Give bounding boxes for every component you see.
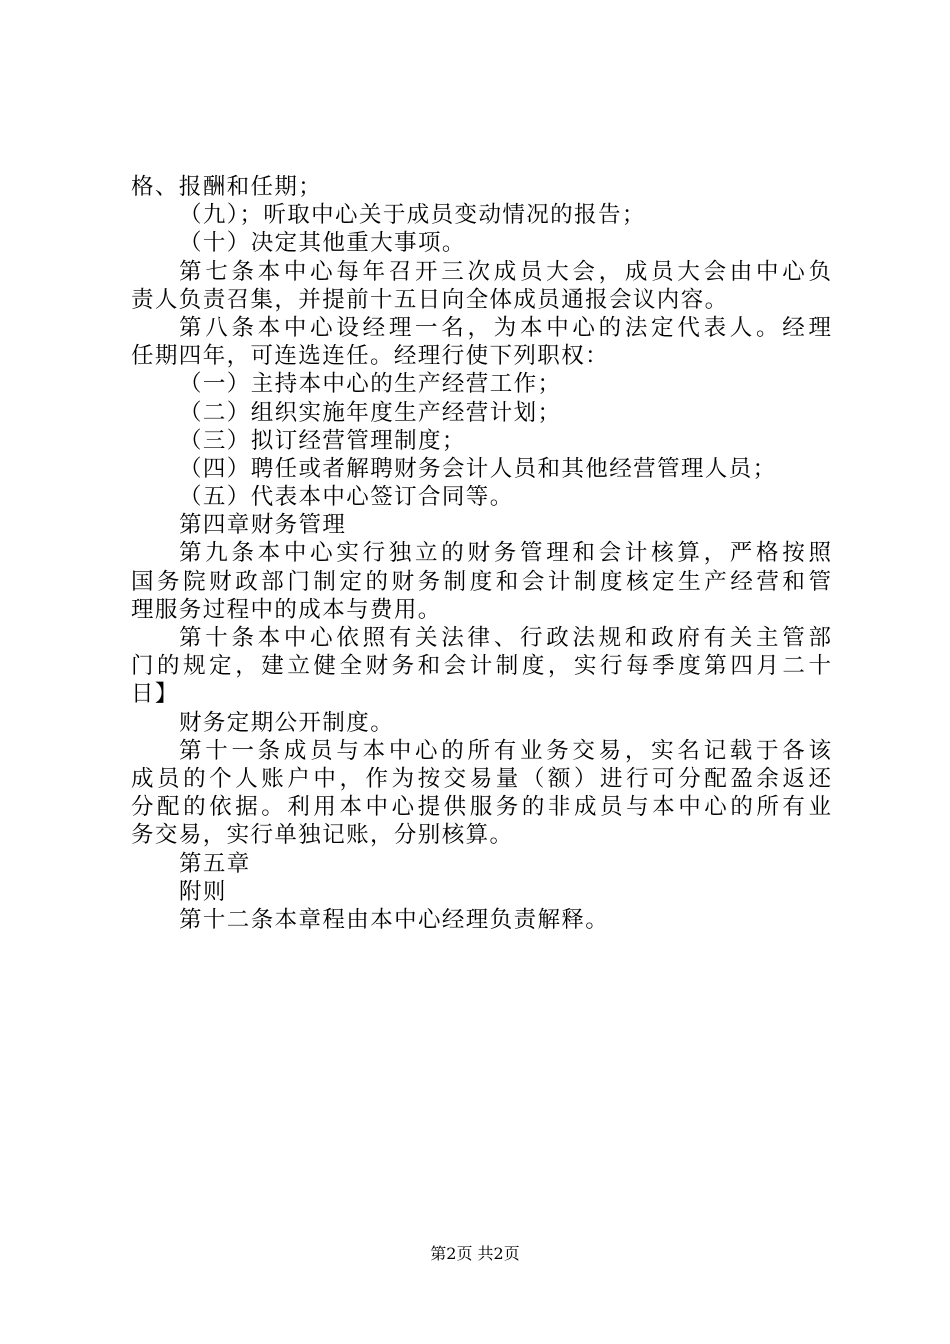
text-line: 国务院财政部门制定的财务制度和会计制度核定生产经营和管 — [131, 568, 831, 595]
text-line: （十）决定其他重大事项。 — [179, 230, 466, 257]
text-line: 格、报酬和任期； — [131, 174, 323, 200]
text-line: 门的规定，建立健全财务和会计制度，实行每季度第四月二十 — [131, 653, 831, 680]
page-footer: 第2页 共2页 — [430, 1244, 520, 1263]
text-line: 第十二条本章程由本中心经理负责解释。 — [179, 906, 610, 933]
text-line: 第十一条成员与本中心的所有业务交易，实名记载于各该 — [179, 737, 831, 764]
text-line: 成员的个人账户中，作为按交易量（额）进行可分配盈余返还 — [131, 765, 831, 792]
text-line: 责人负责召集，并提前十五日向全体成员通报会议内容。 — [131, 286, 729, 313]
text-line: 务交易，实行单独记账，分别核算。 — [131, 822, 514, 849]
text-line: 第八条本中心设经理一名，为本中心的法定代表人。经理 — [179, 314, 831, 341]
text-line: 分配的依据。利用本中心提供服务的非成员与本中心的所有业 — [131, 794, 831, 821]
text-line: （二）组织实施年度生产经营计划； — [179, 399, 562, 426]
document-body — [131, 173, 831, 934]
text-line: （五）代表本中心签订合同等。 — [179, 484, 514, 511]
text-line: 任期四年，可连选连任。经理行使下列职权： — [131, 343, 610, 370]
text-line: 第四章财务管理 — [179, 512, 347, 539]
text-line: （三）拟订经营管理制度； — [179, 427, 466, 454]
text-line: （四）聘任或者解聘财务会计人员和其他经营管理人员； — [179, 455, 777, 482]
text-line: 日】 — [131, 681, 179, 708]
text-line: 附则 — [179, 878, 227, 905]
text-line: 财务定期公开制度。 — [179, 709, 395, 736]
text-line: 第五章 — [179, 850, 251, 877]
text-line: （九）；听取中心关于成员变动情况的报告； — [179, 202, 646, 229]
text-line: 第九条本中心实行独立的财务管理和会计核算，严格按照 — [179, 540, 831, 567]
text-line: 第七条本中心每年召开三次成员大会，成员大会由中心负 — [179, 258, 831, 285]
text-line: （一）主持本中心的生产经营工作； — [179, 371, 562, 398]
text-line: 理服务过程中的成本与费用。 — [131, 596, 442, 623]
text-line: 第十条本中心依照有关法律、行政法规和政府有关主管部 — [179, 625, 831, 651]
